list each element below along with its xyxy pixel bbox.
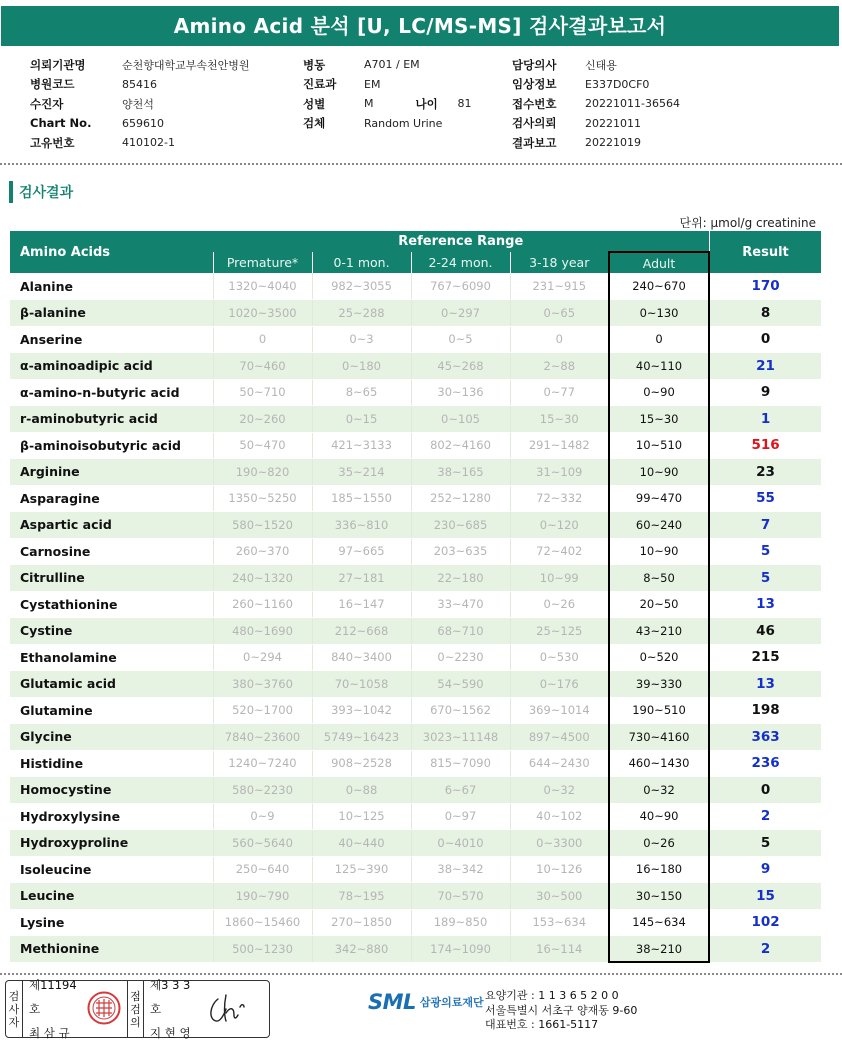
result-value: 5	[709, 538, 821, 565]
result-value: 0	[709, 326, 821, 353]
adult-range: 145~634	[609, 909, 709, 936]
reference-range: 50~470	[213, 432, 312, 459]
info-label: 의뢰기관명	[30, 57, 86, 72]
signature-icon	[204, 989, 248, 1029]
tester-label: 검 사 자	[6, 981, 23, 1037]
table-row	[10, 379, 821, 406]
amino-acid-name: Alanine	[10, 273, 213, 300]
amino-acid-name: Isoleucine	[10, 856, 213, 883]
table-row	[10, 538, 821, 565]
reference-range: 189~850	[411, 909, 510, 936]
amino-acid-name: Leucine	[10, 883, 213, 910]
reference-range: 15~30	[510, 406, 609, 433]
logo-mark: SML	[368, 990, 416, 1014]
amino-acid-name: Arginine	[10, 459, 213, 486]
patient-info-col3	[512, 55, 680, 153]
info-row	[30, 75, 250, 95]
amino-acid-name: β-alanine	[10, 300, 213, 327]
official-seal-icon	[87, 991, 121, 1025]
adult-range: 39~330	[609, 671, 709, 698]
info-label: Chart No.	[30, 116, 92, 131]
reference-range: 250~640	[213, 856, 312, 883]
adult-range: 460~1430	[609, 750, 709, 777]
amino-acid-name: Histidine	[10, 750, 213, 777]
adult-range: 16~180	[609, 856, 709, 883]
reference-range: 7840~23600	[213, 724, 312, 751]
table-row	[10, 406, 821, 433]
reference-range: 3023~11148	[411, 724, 510, 751]
reference-range: 0	[510, 326, 609, 353]
reference-range: 0~15	[312, 406, 411, 433]
table-row	[10, 459, 821, 486]
amino-acid-name: Aspartic acid	[10, 512, 213, 539]
header-age-group: Adult	[609, 252, 709, 273]
reference-range: 270~1850	[312, 909, 411, 936]
result-value: 46	[709, 618, 821, 645]
table-row	[10, 591, 821, 618]
info-value: 659610	[122, 116, 164, 130]
header-age-group: 0-1 mon.	[312, 252, 411, 273]
reference-range: 0~530	[510, 644, 609, 671]
table-row	[10, 777, 821, 804]
adult-range: 0~90	[609, 379, 709, 406]
result-value: 13	[709, 591, 821, 618]
reference-range: 802~4160	[411, 432, 510, 459]
reference-range: 908~2528	[312, 750, 411, 777]
reference-range: 40~440	[312, 830, 411, 857]
reference-range: 1350~5250	[213, 485, 312, 512]
info-value: 20221019	[585, 136, 641, 150]
reference-range: 336~810	[312, 512, 411, 539]
reference-range: 0~26	[510, 591, 609, 618]
reference-range: 0~5	[411, 326, 510, 353]
lab-phone: 대표번호 : 1661-5117	[485, 1018, 599, 1031]
result-value: 5	[709, 830, 821, 857]
reference-range: 500~1230	[213, 936, 312, 963]
reference-range: 20~260	[213, 406, 312, 433]
table-row	[10, 618, 821, 645]
amino-acid-name: Homocystine	[10, 777, 213, 804]
reference-range: 982~3055	[312, 273, 411, 300]
info-label: 결과보고	[512, 135, 557, 150]
reference-range: 16~114	[510, 936, 609, 963]
adult-range: 30~150	[609, 883, 709, 910]
reference-range: 203~635	[411, 538, 510, 565]
tester-name: 최 삼 규	[29, 1026, 70, 1040]
reference-range: 10~125	[312, 803, 411, 830]
result-value: 2	[709, 936, 821, 963]
checker-license: 제3 3 3 호	[150, 978, 191, 1016]
info-row	[30, 114, 250, 134]
info-label: 접수번호	[512, 96, 557, 111]
table-row	[10, 671, 821, 698]
header-result: Result	[709, 231, 821, 273]
adult-range: 99~470	[609, 485, 709, 512]
reference-range: 25~288	[312, 300, 411, 327]
reference-range: 0~120	[510, 512, 609, 539]
reference-range: 33~470	[411, 591, 510, 618]
info-label: 임상정보	[512, 77, 557, 92]
reference-range: 0~105	[411, 406, 510, 433]
reference-range: 231~915	[510, 273, 609, 300]
reference-range: 0~2230	[411, 644, 510, 671]
table-row	[10, 512, 821, 539]
info-row	[30, 94, 250, 114]
reference-range: 1240~7240	[213, 750, 312, 777]
reference-range: 815~7090	[411, 750, 510, 777]
info-value: EM	[364, 77, 381, 91]
divider	[0, 163, 842, 165]
table-row	[10, 803, 821, 830]
reference-range: 0~4010	[411, 830, 510, 857]
checker-label: 점 검 의	[127, 981, 144, 1037]
reference-range: 125~390	[312, 856, 411, 883]
info-value: Random Urine	[364, 116, 443, 130]
amino-acid-name: Carnosine	[10, 538, 213, 565]
footer-divider	[0, 973, 842, 975]
reference-range: 0~176	[510, 671, 609, 698]
reference-range: 580~1520	[213, 512, 312, 539]
table-row	[10, 724, 821, 751]
lab-code: 요양기관 : 1 1 3 6 5 2 0 0	[485, 989, 619, 1002]
table-row	[10, 750, 821, 777]
reference-range: 27~181	[312, 565, 411, 592]
reference-range: 31~109	[510, 459, 609, 486]
adult-range: 10~510	[609, 432, 709, 459]
sml-logo	[368, 990, 484, 1014]
reference-range: 520~1700	[213, 697, 312, 724]
adult-range: 0~520	[609, 644, 709, 671]
reference-range: 153~634	[510, 909, 609, 936]
reference-range: 72~332	[510, 485, 609, 512]
amino-acid-name: Ethanolamine	[10, 644, 213, 671]
reference-range: 897~4500	[510, 724, 609, 751]
info-value: 신태용	[585, 58, 617, 72]
result-value: 2	[709, 803, 821, 830]
info-row	[303, 114, 472, 134]
section-marker	[9, 181, 13, 203]
adult-range: 43~210	[609, 618, 709, 645]
result-value: 9	[709, 856, 821, 883]
reference-range: 45~268	[411, 353, 510, 380]
info-value: 20221011-36564	[585, 97, 680, 111]
amino-acid-name: Glutamine	[10, 697, 213, 724]
adult-range: 10~90	[609, 459, 709, 486]
table-row	[10, 697, 821, 724]
result-value: 23	[709, 459, 821, 486]
reference-range: 0~77	[510, 379, 609, 406]
amino-acid-name: Lysine	[10, 909, 213, 936]
info-row	[512, 133, 680, 153]
reference-range: 40~102	[510, 803, 609, 830]
reference-range: 230~685	[411, 512, 510, 539]
info-value: 410102-1	[122, 136, 175, 150]
info-label: 성별	[303, 96, 326, 111]
adult-range: 60~240	[609, 512, 709, 539]
info-row	[303, 94, 472, 114]
reference-range: 70~460	[213, 353, 312, 380]
reference-range: 22~180	[411, 565, 510, 592]
reference-range: 0~3300	[510, 830, 609, 857]
info-row	[512, 55, 680, 75]
header-age-group: Premature*	[213, 252, 312, 273]
result-value: 0	[709, 777, 821, 804]
info-label: 병원코드	[30, 77, 75, 92]
reference-range: 8~65	[312, 379, 411, 406]
reference-range: 1320~4040	[213, 273, 312, 300]
reference-range: 0~65	[510, 300, 609, 327]
result-value: 516	[709, 432, 821, 459]
info-row	[512, 114, 680, 134]
reference-range: 50~710	[213, 379, 312, 406]
reference-range: 840~3400	[312, 644, 411, 671]
info-label: 병동	[303, 57, 326, 72]
reference-range: 16~147	[312, 591, 411, 618]
result-value: 170	[709, 273, 821, 300]
amino-acid-name: r-aminobutyric acid	[10, 406, 213, 433]
reference-range: 644~2430	[510, 750, 609, 777]
table-row	[10, 856, 821, 883]
results-table	[10, 231, 821, 963]
reference-range: 35~214	[312, 459, 411, 486]
table-row	[10, 300, 821, 327]
result-value: 198	[709, 697, 821, 724]
reference-range: 670~1562	[411, 697, 510, 724]
amino-acid-name: Cystine	[10, 618, 213, 645]
reference-range: 10~126	[510, 856, 609, 883]
reference-range: 0~294	[213, 644, 312, 671]
adult-range: 10~90	[609, 538, 709, 565]
section-title	[9, 181, 73, 203]
reference-range: 0~180	[312, 353, 411, 380]
amino-acid-name: Cystathionine	[10, 591, 213, 618]
reference-range: 25~125	[510, 618, 609, 645]
reference-range: 70~570	[411, 883, 510, 910]
adult-range: 730~4160	[609, 724, 709, 751]
reference-range: 480~1690	[213, 618, 312, 645]
info-row	[30, 133, 250, 153]
reference-range: 291~1482	[510, 432, 609, 459]
table-row	[10, 353, 821, 380]
reference-range: 1860~15460	[213, 909, 312, 936]
reference-range: 30~136	[411, 379, 510, 406]
reference-range: 0~9	[213, 803, 312, 830]
header-age-group: 2-24 mon.	[411, 252, 510, 273]
info-row	[512, 94, 680, 114]
reference-range: 38~165	[411, 459, 510, 486]
amino-acid-name: α-amino-n-butyric acid	[10, 379, 213, 406]
reference-range: 767~6090	[411, 273, 510, 300]
reference-range: 0~297	[411, 300, 510, 327]
info-row	[30, 55, 250, 75]
adult-range: 190~510	[609, 697, 709, 724]
table-row	[10, 644, 821, 671]
adult-range: 38~210	[609, 936, 709, 963]
result-value: 215	[709, 644, 821, 671]
reference-range: 0~3	[312, 326, 411, 353]
reference-range: 54~590	[411, 671, 510, 698]
result-value: 9	[709, 379, 821, 406]
result-value: 363	[709, 724, 821, 751]
reference-range: 68~710	[411, 618, 510, 645]
table-row	[10, 565, 821, 592]
lab-location: 서울특별시 서초구 양재동 9-60	[485, 1003, 638, 1017]
adult-range: 0~130	[609, 300, 709, 327]
reference-range: 260~1160	[213, 591, 312, 618]
adult-range: 240~670	[609, 273, 709, 300]
amino-acid-name: Hydroxyproline	[10, 830, 213, 857]
info-value: 순천향대학교부속천안병원	[122, 58, 250, 72]
adult-range: 40~90	[609, 803, 709, 830]
signature-box	[5, 980, 270, 1038]
result-value: 13	[709, 671, 821, 698]
reference-range: 1020~3500	[213, 300, 312, 327]
reference-range: 0~32	[510, 777, 609, 804]
amino-acid-name: β-aminoisobutyric acid	[10, 432, 213, 459]
amino-acid-name: Citrulline	[10, 565, 213, 592]
info-label: 검체	[303, 116, 326, 131]
reference-range: 6~67	[411, 777, 510, 804]
info-value: 양천석	[122, 97, 154, 111]
reference-range: 190~790	[213, 883, 312, 910]
table-row	[10, 273, 821, 300]
reference-range: 0~97	[411, 803, 510, 830]
result-value: 15	[709, 883, 821, 910]
info-label: 검사의뢰	[512, 116, 557, 131]
info-value: E337D0CF0	[585, 77, 650, 91]
reference-range: 369~1014	[510, 697, 609, 724]
reference-range: 174~1090	[411, 936, 510, 963]
table-row	[10, 909, 821, 936]
section-title-text: 검사결과	[19, 185, 74, 201]
unit-label: 단위: μmol/g creatinine	[679, 216, 816, 230]
reference-range: 380~3760	[213, 671, 312, 698]
info-value: A701 / EM	[364, 58, 420, 72]
reference-range: 342~880	[312, 936, 411, 963]
reference-range: 2~88	[510, 353, 609, 380]
header-age-group: 3-18 year	[510, 252, 609, 273]
header-amino-acids: Amino Acids	[10, 231, 213, 273]
result-value: 5	[709, 565, 821, 592]
patient-info-col1	[30, 55, 250, 153]
reference-range: 10~99	[510, 565, 609, 592]
table-row	[10, 883, 821, 910]
info-value: 85416	[122, 77, 157, 91]
info-label: 고유번호	[30, 135, 75, 150]
report-title: Amino Acid 분석 [U, LC/MS-MS] 검사결과보고서	[1, 6, 839, 46]
adult-range: 0	[609, 326, 709, 353]
adult-range: 0~32	[609, 777, 709, 804]
reference-range: 212~668	[312, 618, 411, 645]
result-value: 55	[709, 485, 821, 512]
amino-acid-name: Hydroxylysine	[10, 803, 213, 830]
info-label: 진료과	[303, 77, 337, 92]
amino-acid-name: Glycine	[10, 724, 213, 751]
info-row	[303, 55, 472, 75]
table-row	[10, 432, 821, 459]
reference-range: 421~3133	[312, 432, 411, 459]
amino-acid-name: Anserine	[10, 326, 213, 353]
table-row	[10, 326, 821, 353]
adult-range: 20~50	[609, 591, 709, 618]
table-row	[10, 830, 821, 857]
amino-acid-name: Methionine	[10, 936, 213, 963]
checker-name: 지 현 영	[150, 1026, 191, 1040]
reference-range: 252~1280	[411, 485, 510, 512]
reference-range: 393~1042	[312, 697, 411, 724]
result-value: 8	[709, 300, 821, 327]
reference-range: 0	[213, 326, 312, 353]
reference-range: 78~195	[312, 883, 411, 910]
adult-range: 8~50	[609, 565, 709, 592]
tester-license: 제11194호	[29, 978, 77, 1016]
lab-address	[485, 989, 637, 1033]
info-value: 20221011	[585, 116, 641, 130]
reference-range: 190~820	[213, 459, 312, 486]
result-value: 1	[709, 406, 821, 433]
amino-acid-name: Glutamic acid	[10, 671, 213, 698]
reference-range: 30~500	[510, 883, 609, 910]
logo-name: 삼광의료재단	[419, 996, 484, 1009]
result-value: 102	[709, 909, 821, 936]
reference-range: 72~402	[510, 538, 609, 565]
amino-acid-name: α-aminoadipic acid	[10, 353, 213, 380]
result-value: 7	[709, 512, 821, 539]
adult-range: 15~30	[609, 406, 709, 433]
info-row	[303, 75, 472, 95]
reference-range: 260~370	[213, 538, 312, 565]
age-label: 나이	[415, 96, 438, 111]
table-row	[10, 485, 821, 512]
reference-range: 70~1058	[312, 671, 411, 698]
info-value: M	[364, 97, 374, 111]
reference-range: 560~5640	[213, 830, 312, 857]
reference-range: 97~665	[312, 538, 411, 565]
result-value: 21	[709, 353, 821, 380]
info-label: 수진자	[30, 96, 64, 111]
info-label: 담당의사	[512, 57, 557, 72]
patient-info-col2	[303, 55, 472, 133]
reference-range: 185~1550	[312, 485, 411, 512]
reference-range: 0~88	[312, 777, 411, 804]
reference-range: 38~342	[411, 856, 510, 883]
adult-range: 40~110	[609, 353, 709, 380]
adult-range: 0~26	[609, 830, 709, 857]
result-value: 236	[709, 750, 821, 777]
reference-range: 580~2230	[213, 777, 312, 804]
amino-acid-name: Asparagine	[10, 485, 213, 512]
reference-range: 5749~16423	[312, 724, 411, 751]
table-row	[10, 936, 821, 963]
age-value: 81	[457, 97, 472, 111]
reference-range: 240~1320	[213, 565, 312, 592]
header-reference-range: Reference Range	[213, 231, 709, 252]
info-row	[512, 75, 680, 95]
